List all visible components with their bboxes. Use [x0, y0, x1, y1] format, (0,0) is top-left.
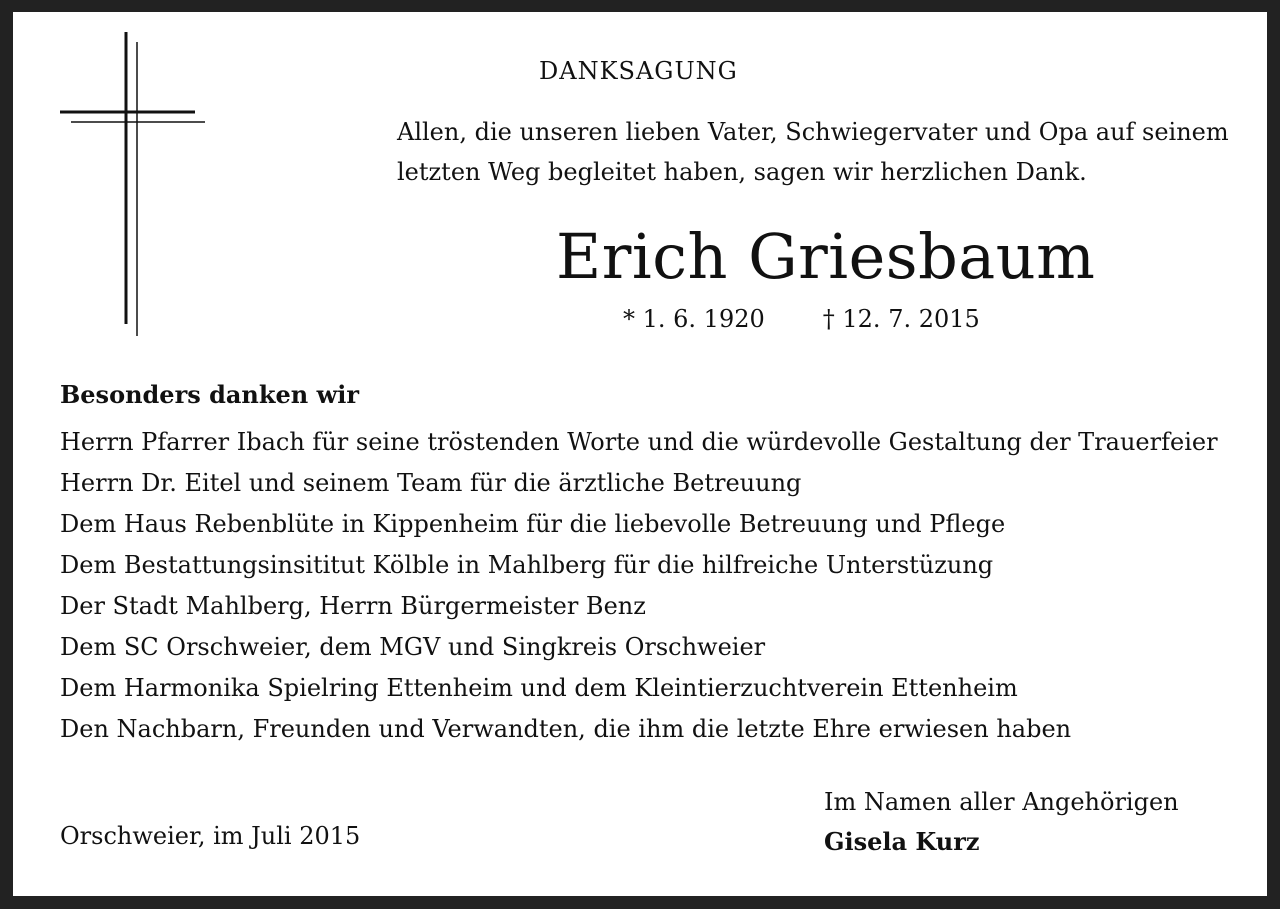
thanks-item: Herrn Dr. Eitel und seinem Team für die ärztliche Betreuung — [60, 469, 802, 497]
closing-phrase: Im Namen aller Angehörigen — [824, 788, 1179, 816]
obituary-notice — [13, 12, 1267, 896]
thanks-item: Dem SC Orschweier, dem MGV und Singkreis Orschweier — [60, 633, 766, 661]
thanks-item: Dem Harmonika Spielring Ettenheim und dem Kleintierzuchtverein Ettenheim — [60, 674, 1018, 702]
thanks-item: Der Stadt Mahlberg, Herrn Bürgermeister Benz — [60, 592, 646, 620]
cross-icon — [13, 12, 273, 352]
thanks-item: Herrn Pfarrer Ibach für seine tröstenden Worte und die würdevolle Gestaltung der Trauerfeier — [60, 428, 1218, 456]
death-date: † 12. 7. 2015 — [822, 305, 980, 333]
intro-text — [397, 112, 1257, 192]
signer-name: Gisela Kurz — [824, 827, 980, 856]
notice-heading: DANKSAGUNG — [539, 57, 738, 85]
thanks-item: Den Nachbarn, Freunden und Verwandten, die ihm die letzte Ehre erwiesen haben — [60, 715, 1072, 743]
special-thanks-heading: Besonders danken wir — [60, 380, 359, 409]
closing-block — [824, 782, 1179, 862]
thanks-item: Dem Haus Rebenblüte in Kippenheim für die liebevolle Betreuung und Pflege — [60, 510, 1006, 538]
deceased-name: Erich Griesbaum — [556, 220, 1096, 293]
place-date: Orschweier, im Juli 2015 — [60, 822, 361, 850]
life-dates — [623, 305, 980, 333]
special-thanks-list — [60, 422, 1218, 750]
birth-date: * 1. 6. 1920 — [623, 305, 765, 333]
intro-line-2: letzten Weg begleitet haben, sagen wir herzlichen Dank. — [397, 158, 1087, 186]
thanks-item: Dem Bestattungsinsititut Kölble in Mahlberg für die hilfreiche Unterstüzung — [60, 551, 994, 579]
intro-line-1: Allen, die unseren lieben Vater, Schwiegervater und Opa auf seinem — [397, 118, 1229, 146]
